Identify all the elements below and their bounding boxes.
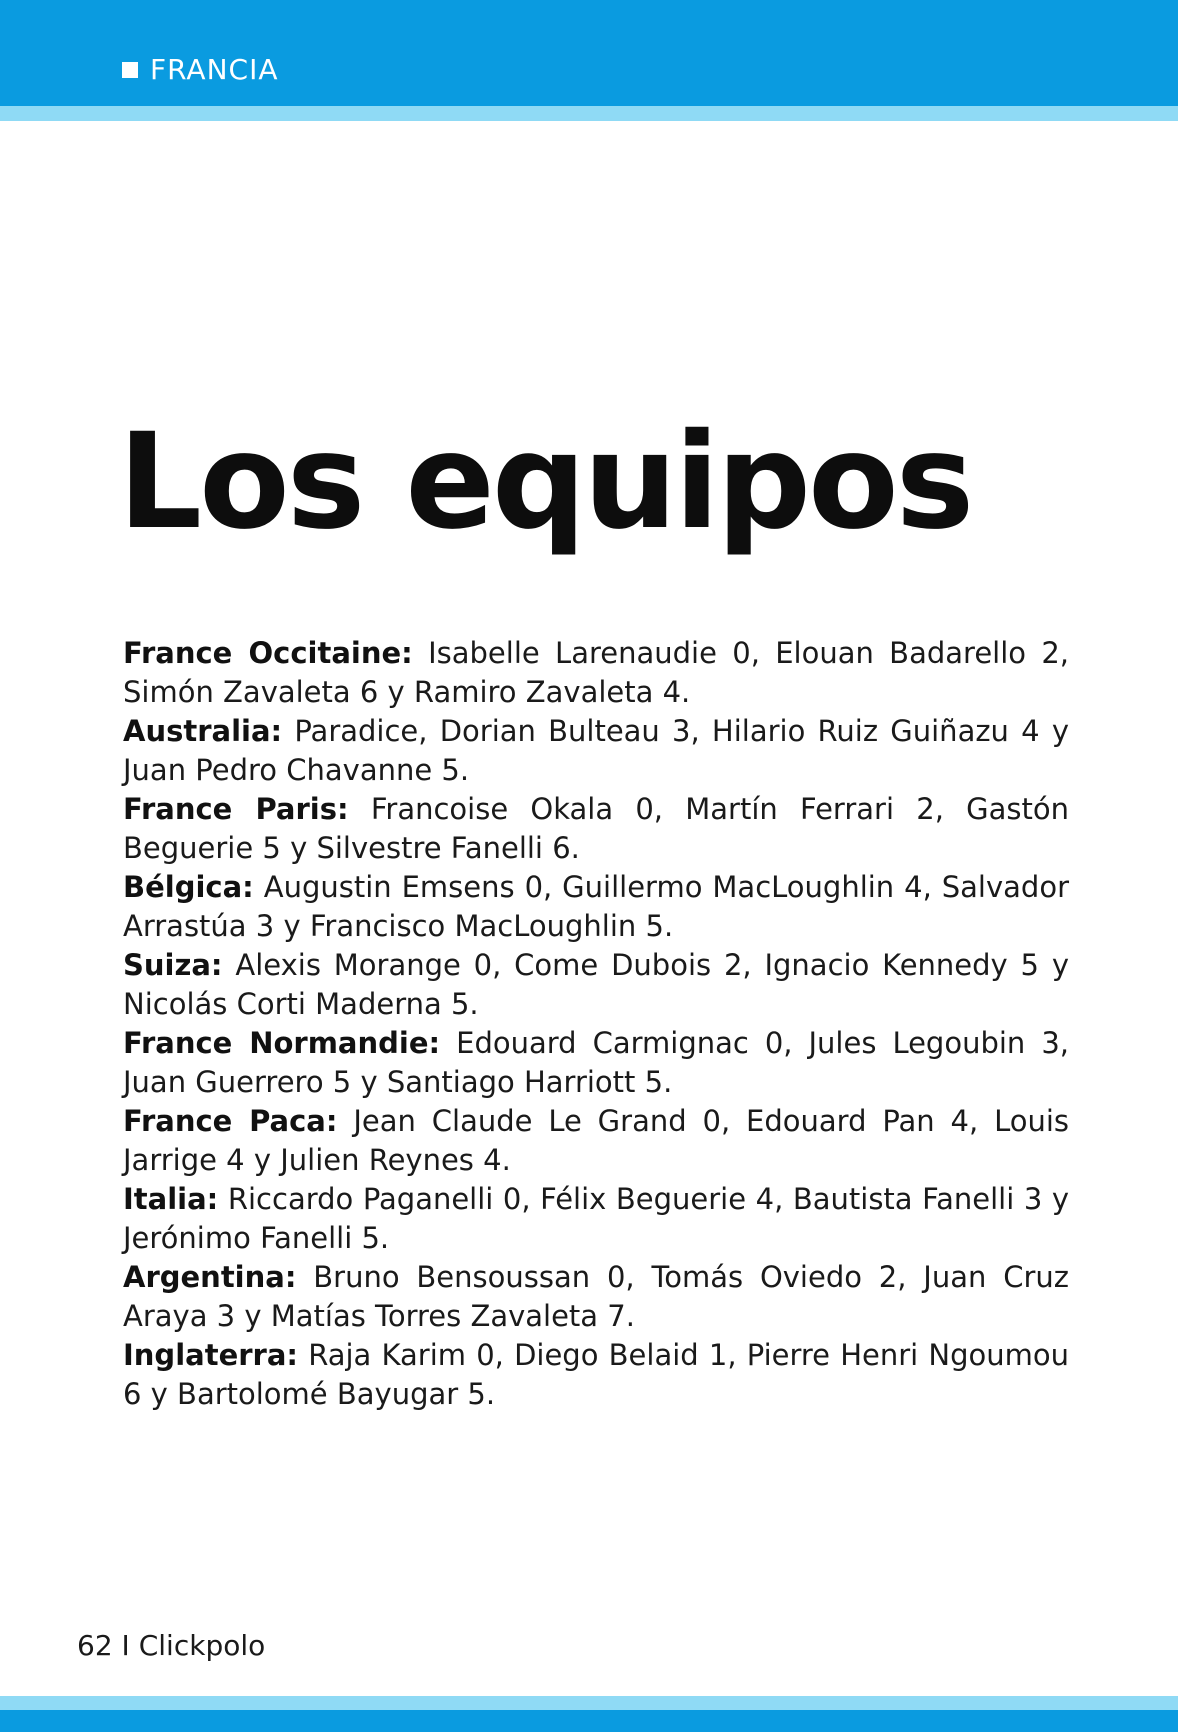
section-label: FRANCIA xyxy=(150,53,279,86)
team-name: France Paris: xyxy=(123,792,349,826)
team-players: Raja Karim 0, Diego Belaid 1, Pierre Henri Ngoumou 6 y Bartolomé Bayugar 5. xyxy=(123,1338,1070,1411)
team-entry xyxy=(123,1180,1069,1258)
section-tag xyxy=(122,50,279,90)
page-footer xyxy=(77,1628,265,1664)
team-players: Paradice, Dorian Bulteau 3, Hilario Ruiz Guiñazu 4 y Juan Pedro Chavanne 5. xyxy=(123,714,1069,787)
team-players: Augustin Emsens 0, Guillermo MacLoughlin 4, Salvador Arrastúa 3 y Francisco MacLoughlin 5. xyxy=(123,870,1069,943)
footer-band xyxy=(0,1710,1178,1732)
team-entry xyxy=(123,868,1069,946)
team-name: France Occitaine: xyxy=(123,636,413,670)
team-entry xyxy=(123,1024,1069,1102)
team-entry xyxy=(123,790,1069,868)
team-players: Alexis Morange 0, Come Dubois 2, Ignacio Kennedy 5 y Nicolás Corti Maderna 5. xyxy=(123,948,1069,1021)
team-name: France Paca: xyxy=(123,1104,338,1138)
square-bullet-icon xyxy=(122,62,138,78)
team-players: Riccardo Paganelli 0, Félix Beguerie 4, Bautista Fanelli 3 y Jerónimo Fanelli 5. xyxy=(123,1182,1070,1255)
page-number: 62 xyxy=(77,1629,113,1662)
header-stripe xyxy=(0,106,1178,121)
team-name: Bélgica: xyxy=(123,870,254,904)
footer-stripe xyxy=(0,1696,1178,1710)
team-entry xyxy=(123,1336,1069,1414)
team-entry xyxy=(123,946,1069,1024)
team-name: Australia: xyxy=(123,714,283,748)
team-entry xyxy=(123,1258,1069,1336)
team-players: Bruno Bensoussan 0, Tomás Oviedo 2, Juan Cruz Araya 3 y Matías Torres Zavaleta 7. xyxy=(123,1260,1069,1333)
team-players: Isabelle Larenaudie 0, Elouan Badarello 2, Simón Zavaleta 6 y Ramiro Zavaleta 4. xyxy=(123,636,1069,709)
publication-name: Clickpolo xyxy=(138,1629,266,1662)
team-name: Argentina: xyxy=(123,1260,297,1294)
team-players: Edouard Carmignac 0, Jules Legoubin 3, Juan Guerrero 5 y Santiago Harriott 5. xyxy=(123,1026,1069,1099)
team-entry xyxy=(123,712,1069,790)
team-name: France Normandie: xyxy=(123,1026,441,1060)
team-entry xyxy=(123,1102,1069,1180)
team-name: Italia: xyxy=(123,1182,219,1216)
team-players: Francoise Okala 0, Martín Ferrari 2, Gastón Beguerie 5 y Silvestre Fanelli 6. xyxy=(123,792,1069,865)
team-name: Suiza: xyxy=(123,948,223,982)
page-title: Los equipos xyxy=(118,405,972,559)
team-players: Jean Claude Le Grand 0, Edouard Pan 4, Louis Jarrige 4 y Julien Reynes 4. xyxy=(123,1104,1070,1177)
team-name: Inglaterra: xyxy=(123,1338,299,1372)
team-entry xyxy=(123,634,1069,712)
footer-separator: I xyxy=(121,1629,130,1662)
teams-list xyxy=(123,634,1069,1414)
